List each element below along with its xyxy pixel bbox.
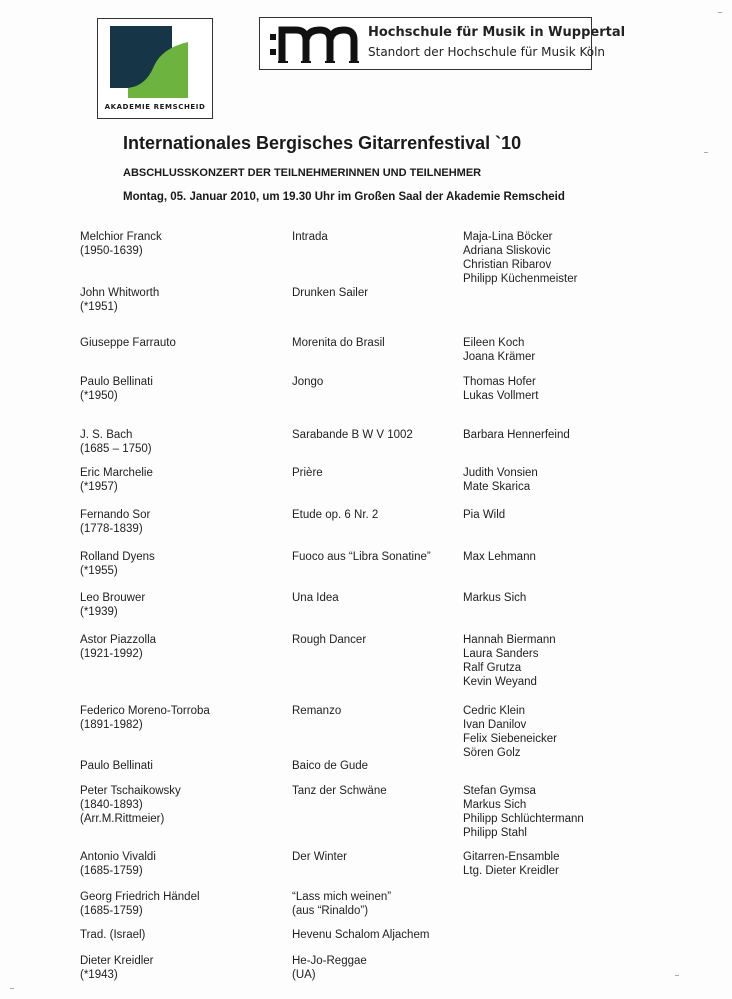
performers-line: Mate Skarica <box>463 481 531 493</box>
performers-line: Pia Wild <box>463 509 506 521</box>
composer-line: Astor Piazzolla <box>80 634 157 646</box>
piece-line: Baico de Gude <box>292 760 369 772</box>
performers-cell <box>463 633 556 689</box>
performers-line: Felix Siebeneicker <box>463 733 557 745</box>
composer-line: Peter Tschaikowsky <box>80 785 181 797</box>
piece-line: Morenita do Brasil <box>292 337 385 349</box>
piece-line: Rough Dancer <box>292 634 367 646</box>
composer-cell <box>80 336 176 350</box>
concert-date-line: Montag, 05. Januar 2010, um 19.30 Uhr im Großen Saal der Akademie Remscheid <box>123 191 565 203</box>
performers-cell <box>463 466 538 494</box>
performers-cell <box>463 591 526 605</box>
piece-line: Prière <box>292 467 323 479</box>
composer-line: (*1950) <box>80 390 118 402</box>
piece-cell <box>292 286 368 300</box>
performers-line: Laura Sanders <box>463 648 539 660</box>
composer-cell <box>80 230 162 258</box>
performers-cell <box>463 230 577 286</box>
composer-line: (Arr.M.Rittmeier) <box>80 813 165 825</box>
piece-line: Drunken Sailer <box>292 287 369 299</box>
composer-cell <box>80 784 181 826</box>
performers-line: Philipp Stahl <box>463 827 527 839</box>
composer-line: J. S. Bach <box>80 429 133 441</box>
composer-cell <box>80 928 145 942</box>
hochschule-name: Hochschule für Musik in Wuppertal <box>368 25 626 40</box>
piece-cell <box>292 336 385 350</box>
performers-line: Sören Golz <box>463 747 521 759</box>
composer-line: (1840-1893) <box>80 799 143 811</box>
composer-line: Rolland Dyens <box>80 551 155 563</box>
composer-cell <box>80 850 156 878</box>
composer-cell <box>80 508 150 536</box>
composer-line: (1891-1982) <box>80 719 143 731</box>
performers-line: Ivan Danilov <box>463 719 527 731</box>
piece-cell <box>292 704 341 718</box>
performers-cell <box>463 850 560 878</box>
piece-line: Una Idea <box>292 592 339 604</box>
piece-line: Intrada <box>292 231 328 243</box>
scan-speck <box>10 988 14 989</box>
composer-line: Leo Brouwer <box>80 592 146 604</box>
piece-cell <box>292 375 323 389</box>
composer-line: Paulo Bellinati <box>80 760 153 772</box>
composer-cell <box>80 591 145 619</box>
scan-speck <box>675 975 679 976</box>
piece-line: Der Winter <box>292 851 347 863</box>
composer-line: (1950-1639) <box>80 245 143 257</box>
hochschule-logo <box>259 17 626 70</box>
composer-line: (1921-1992) <box>80 648 143 660</box>
composer-line: Paulo Bellinati <box>80 376 153 388</box>
piece-line: Remanzo <box>292 705 342 717</box>
composer-line: (*1957) <box>80 481 118 493</box>
composer-line: Georg Friedrich Händel <box>80 891 200 903</box>
hochschule-m-mark <box>268 22 360 66</box>
performers-line: Eileen Koch <box>463 337 525 349</box>
performers-cell <box>463 508 505 522</box>
akademie-logo-label: AKADEMIE REMSCHEID <box>104 103 206 111</box>
piece-cell <box>292 230 328 244</box>
piece-cell <box>292 784 387 798</box>
composer-cell <box>80 286 159 314</box>
scan-speck <box>704 152 708 153</box>
performers-line: Max Lehmann <box>463 551 536 563</box>
piece-line: Jongo <box>292 376 324 388</box>
composer-line: Dieter Kreidler <box>80 955 154 967</box>
performers-line: Markus Sich <box>463 799 527 811</box>
composer-line: John Whitworth <box>80 287 160 299</box>
performers-line: Judith Vonsien <box>463 467 538 479</box>
performers-line: Hannah Biermann <box>463 634 556 646</box>
performers-line: Philipp Schlüchtermann <box>463 813 584 825</box>
performers-cell <box>463 375 538 403</box>
performers-cell <box>463 428 570 442</box>
composer-line: Fernando Sor <box>80 509 151 521</box>
piece-cell <box>292 591 339 605</box>
composer-cell <box>80 759 153 773</box>
performers-line: Adriana Sliskovic <box>463 245 551 257</box>
composer-line: Eric Marchelie <box>80 467 153 479</box>
composer-cell <box>80 375 153 403</box>
piece-cell <box>292 954 367 982</box>
piece-line: Fuoco aus “Libra Sonatine” <box>292 551 431 563</box>
piece-cell <box>292 633 366 647</box>
concert-subtitle: ABSCHLUSSKONZERT DER TEILNEHMERINNEN UND TEILNEHMER <box>123 167 482 179</box>
performers-line: Stefan Gymsa <box>463 785 536 797</box>
piece-cell <box>292 850 347 864</box>
composer-cell <box>80 704 210 732</box>
hochschule-location: Standort der Hochschule für Musik Köln <box>368 45 606 59</box>
performers-line: Ralf Grutza <box>463 662 522 674</box>
composer-cell <box>80 550 155 578</box>
composer-line: Giuseppe Farrauto <box>80 337 176 349</box>
performers-line: Cedric Klein <box>463 705 525 717</box>
performers-line: Lukas Vollmert <box>463 390 539 402</box>
composer-cell <box>80 633 156 661</box>
composer-cell <box>80 890 200 918</box>
performers-line: Christian Ribarov <box>463 259 552 271</box>
composer-cell <box>80 428 152 456</box>
piece-cell <box>292 759 368 773</box>
piece-line: Tanz der Schwäne <box>292 785 387 797</box>
scan-speck <box>718 12 722 13</box>
festival-title: Internationales Bergisches Gitarrenfestival `10 <box>123 133 522 153</box>
piece-cell <box>292 890 391 918</box>
akademie-remscheid-logo <box>97 18 213 119</box>
composer-line: (*1955) <box>80 565 118 577</box>
composer-line: Trad. (Israel) <box>80 929 146 941</box>
piece-cell <box>292 508 378 522</box>
performers-cell <box>463 784 584 840</box>
piece-line: Etude op. 6 Nr. 2 <box>292 509 379 521</box>
piece-cell <box>292 428 413 442</box>
piece-line: Sarabande B W V 1002 <box>292 429 413 441</box>
composer-line: (1685 – 1750) <box>80 443 152 455</box>
performers-line: Barbara Hennerfeind <box>463 429 570 441</box>
piece-line: (aus “Rinaldo”) <box>292 905 369 917</box>
composer-line: (*1939) <box>80 606 118 618</box>
performers-cell <box>463 704 557 760</box>
piece-line: (UA) <box>292 969 316 981</box>
performers-line: Philipp Küchenmeister <box>463 273 578 285</box>
performers-line: Gitarren-Ensamble <box>463 851 560 863</box>
piece-cell <box>292 466 323 480</box>
akademie-logo-graphic <box>110 26 200 98</box>
performers-line: Maja-Lina Böcker <box>463 231 553 243</box>
composer-line: Melchior Franck <box>80 231 162 243</box>
composer-line: (*1943) <box>80 969 118 981</box>
composer-line: (1778-1839) <box>80 523 143 535</box>
performers-line: Thomas Hofer <box>463 376 536 388</box>
performers-line: Kevin Weyand <box>463 676 537 688</box>
performers-line: Joana Krämer <box>463 351 536 363</box>
composer-line: Antonio Vivaldi <box>80 851 156 863</box>
performers-line: Markus Sich <box>463 592 527 604</box>
piece-line: Hevenu Schalom Aljachem <box>292 929 430 941</box>
piece-cell <box>292 550 431 564</box>
performers-line: Ltg. Dieter Kreidler <box>463 865 559 877</box>
composer-line: Federico Moreno-Torroba <box>80 705 210 717</box>
piece-line: “Lass mich weinen” <box>292 891 392 903</box>
composer-cell <box>80 954 154 982</box>
performers-cell <box>463 336 535 364</box>
composer-line: (*1951) <box>80 301 118 313</box>
composer-line: (1685-1759) <box>80 865 143 877</box>
performers-cell <box>463 550 536 564</box>
piece-line: He-Jo-Reggae <box>292 955 367 967</box>
composer-line: (1685-1759) <box>80 905 143 917</box>
piece-cell <box>292 928 429 942</box>
composer-cell <box>80 466 153 494</box>
